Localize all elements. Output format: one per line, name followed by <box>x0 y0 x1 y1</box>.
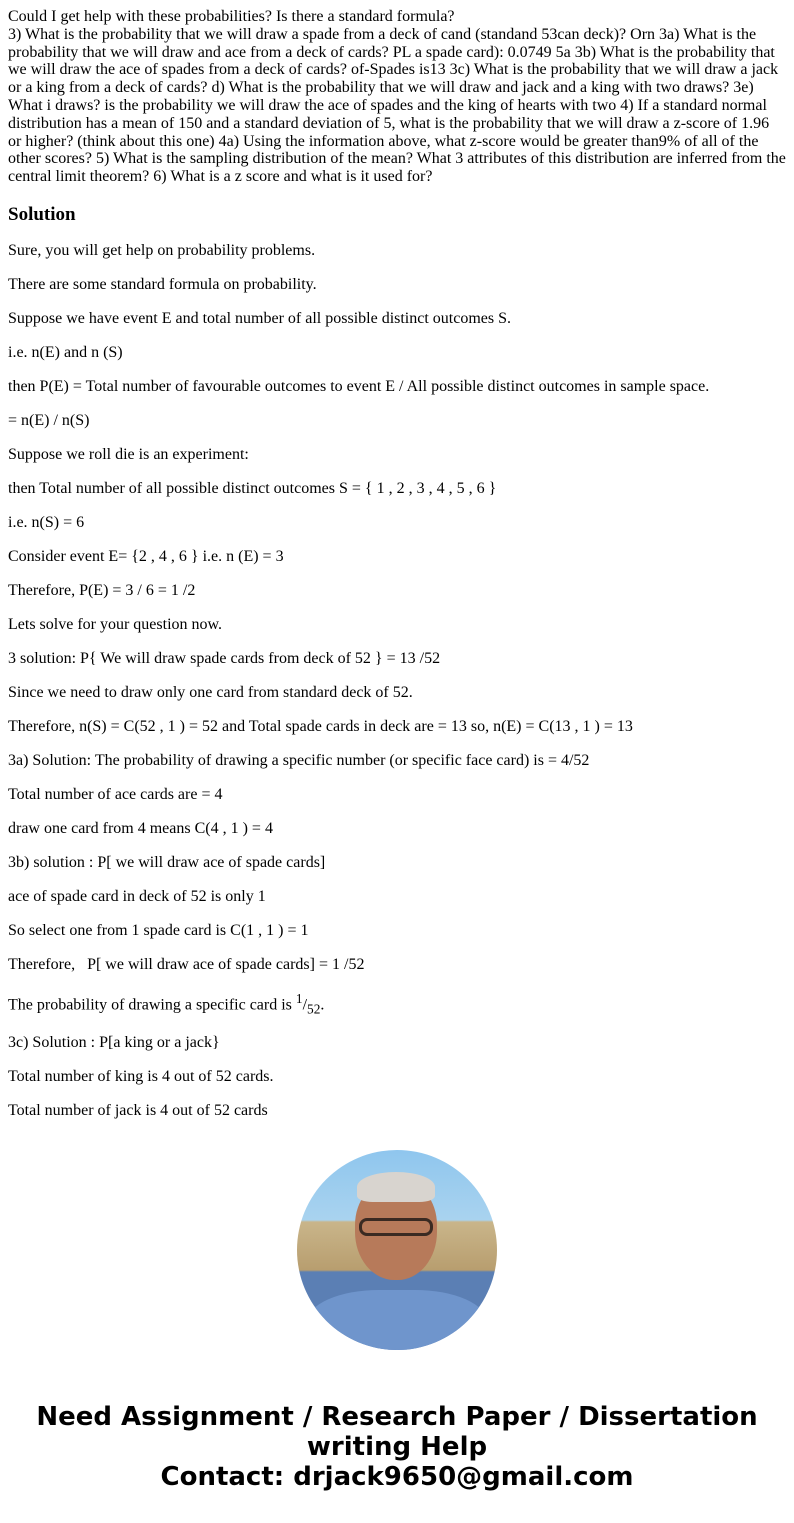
solution-paragraph: So select one from 1 spade card is C(1 , 1 ) = 1 <box>8 921 309 939</box>
solution-paragraph: 3a) Solution: The probability of drawing a specific number (or specific face card) is = 4/52 <box>8 751 590 769</box>
solution-paragraph: Total number of king is 4 out of 52 cards. <box>8 1068 274 1086</box>
author-avatar <box>297 1150 497 1350</box>
hair-shape <box>357 1172 435 1202</box>
footer-line-help: Need Assignment / Research Paper / Dissertation writing Help <box>36 1402 758 1463</box>
solution-paragraph: ace of spade card in deck of 52 is only 1 <box>8 887 266 905</box>
question-title: Could I get help with these probabilities? Is there a standard formula? <box>8 8 455 25</box>
fraction-suffix: . <box>320 996 325 1014</box>
solution-paragraph: Suppose we roll die is an experiment: <box>8 445 249 463</box>
glasses-shape <box>359 1218 433 1236</box>
solution-paragraph: Therefore, P[ we will draw ace of spade cards] = 1 /52 <box>8 955 365 973</box>
solution-paragraph: Therefore, n(S) = C(52 , 1 ) = 52 and Total spade cards in deck are = 13 so, n(E) = C(13 , 1 ) = 13 <box>8 717 633 735</box>
solution-paragraph: There are some standard formula on probability. <box>8 275 317 293</box>
solution-paragraph: Suppose we have event E and total number of all possible distinct outcomes S. <box>8 309 512 327</box>
author-photo-container <box>8 1150 786 1350</box>
fraction-paragraph: The probability of drawing a specific card is $^1/_{52}$. <box>8 990 325 1017</box>
fraction-denominator: 52 <box>307 1001 321 1017</box>
solution-paragraph: i.e. n(S) = 6 <box>8 513 85 531</box>
solution-paragraph: = n(E) / n(S) <box>8 411 90 429</box>
solution-paragraph: Sure, you will get help on probability problems. <box>8 241 316 259</box>
solution-paragraph: Therefore, P(E) = 3 / 6 = 1 /2 <box>8 581 196 599</box>
solution-paragraph: then P(E) = Total number of favourable outcomes to event E / All possible distinct outcomes in sample space. <box>8 377 710 395</box>
solution-paragraph: Total number of jack is 4 out of 52 cards <box>8 1102 268 1120</box>
solution-body <box>8 242 786 1121</box>
solution-paragraph: 3b) solution : P[ we will draw ace of spade cards] <box>8 853 326 871</box>
question-block <box>8 8 786 186</box>
solution-paragraph: Since we need to draw only one card from standard deck of 52. <box>8 683 413 701</box>
fraction-numerator: 1 <box>295 990 303 1006</box>
solution-paragraph: Consider event E= {2 , 4 , 6 } i.e. n (E) = 3 <box>8 547 284 565</box>
solution-paragraph: i.e. n(E) and n (S) <box>8 343 123 361</box>
footer-line-contact: Contact: drjack9650@gmail.com <box>160 1462 634 1493</box>
solution-heading: Solution <box>8 203 76 225</box>
solution-paragraph: Total number of ace cards are = 4 <box>8 785 223 803</box>
fraction-prefix: The probability of drawing a specific card is <box>8 996 296 1014</box>
question-body: 3) What is the probability that we will draw a spade from a deck of cand (standand 53can deck)? Orn 3a) What is the probability that we will draw and ace from a deck of cards? PL a spade card): 0.0749 5a 3b) What is the probability that we will draw the ace of spades from a deck of cards? of-Spades is13 3c) What is the probability that we will draw a jack or a king from a deck of cards? d) What is the probability that we will draw and jack and a king with two draws? 3e) What i draws? is the probability we will draw the ace of spades and the king of hearts with two 4) If a standard normal distribution has a mean of 150 and a standard deviation of 5, what is the probability that we will draw a z-score of 1.96 or higher? (think about this one) 4a) Using the information above, what z-score would be greater than9% of all of the other scores? 5) What is the sampling distribution of the mean? What 3 attributes of this distribution are inferred from the central limit theorem? 6) What is a z score and what is it used for? <box>8 25 786 186</box>
solution-paragraph: 3 solution: P{ We will draw spade cards from deck of 52 } = 13 /52 <box>8 649 441 667</box>
solution-paragraph: 3c) Solution : P[a king or a jack} <box>8 1034 220 1052</box>
shirt-shape <box>307 1290 487 1350</box>
footer-banner <box>8 1402 786 1492</box>
solution-paragraph: draw one card from 4 means C(4 , 1 ) = 4 <box>8 819 273 837</box>
solution-paragraph: then Total number of all possible distinct outcomes S = { 1 , 2 , 3 , 4 , 5 , 6 } <box>8 479 497 497</box>
solution-paragraph: Lets solve for your question now. <box>8 615 223 633</box>
